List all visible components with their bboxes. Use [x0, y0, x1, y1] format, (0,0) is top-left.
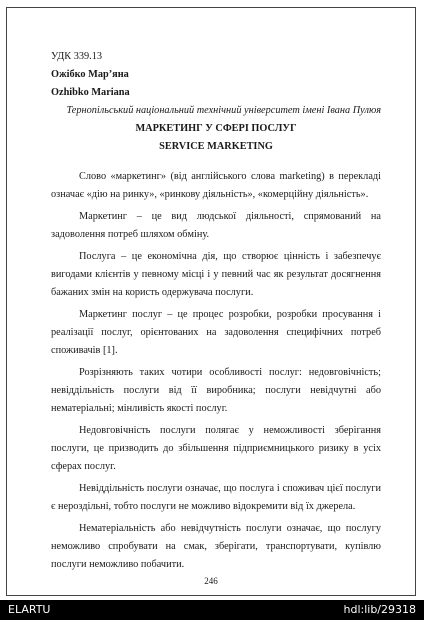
page-content [51, 48, 381, 578]
affiliation: Тернопільський національний технічний університет імені Івана Пулюя [66, 105, 381, 116]
author-name-ua: Ожібко Мар’яна [51, 69, 129, 80]
paragraph: Недовговічність послуги полягає у неможливості зберігання послуги, це призводить до збільшення підприємницького ризику в усіх сферах послуг. [51, 425, 381, 472]
paragraph: Невіддільність послуги означає, що послуга і споживач цієї послуги є нероздільні, тобто послуги не можливо відокремити від їх джерела. [51, 483, 381, 512]
paragraph: Слово «маркетинг» (від англійського слова marketing) в перекладі означає «дію на ринку», «ринкову діяльність», «комерційну діяльність». [51, 171, 381, 200]
footer-bar [0, 600, 424, 620]
page-number: 246 [204, 576, 218, 586]
paragraph: Послуга – це економічна дія, що створює цінність і забезпечує вигодами клієнтів у певному місці і у певний час як результат досягнення бажаних змін на користь одержувача послуги. [51, 251, 381, 298]
repository-name: ELARTU [8, 603, 51, 616]
title-ua: МАРКЕТИНГ У СФЕРІ ПОСЛУГ [135, 123, 297, 134]
paragraph: Маркетинг – це вид людської діяльності, спрямований на задоволення потреб шляхом обміну. [51, 211, 381, 240]
handle-id: hdl:lib/29318 [343, 603, 416, 616]
title-en: SERVICE MARKETING [159, 141, 273, 152]
udk-code: УДК 339.13 [51, 51, 103, 62]
paragraph: Нематеріальність або невідчутність послуги означає, що послугу неможливо спробувати на смак, зберігати, транспортувати, купівлю послуги неможливо побачити. [51, 523, 381, 570]
author-name-en: Ozhibko Mariana [51, 87, 130, 98]
page-frame [6, 7, 416, 596]
paragraph: Розрізняють таких чотири особливості послуг: недовговічність; невіддільність послуги від її виробника; послуги невідчутні або нематеріальні; мінливість якості послуг. [51, 367, 381, 414]
paragraph: Маркетинг послуг – це процес розробки, розробки просування і реалізації послуг, орієнтованих на задоволення специфічних потреб споживачів [1]. [51, 309, 381, 356]
